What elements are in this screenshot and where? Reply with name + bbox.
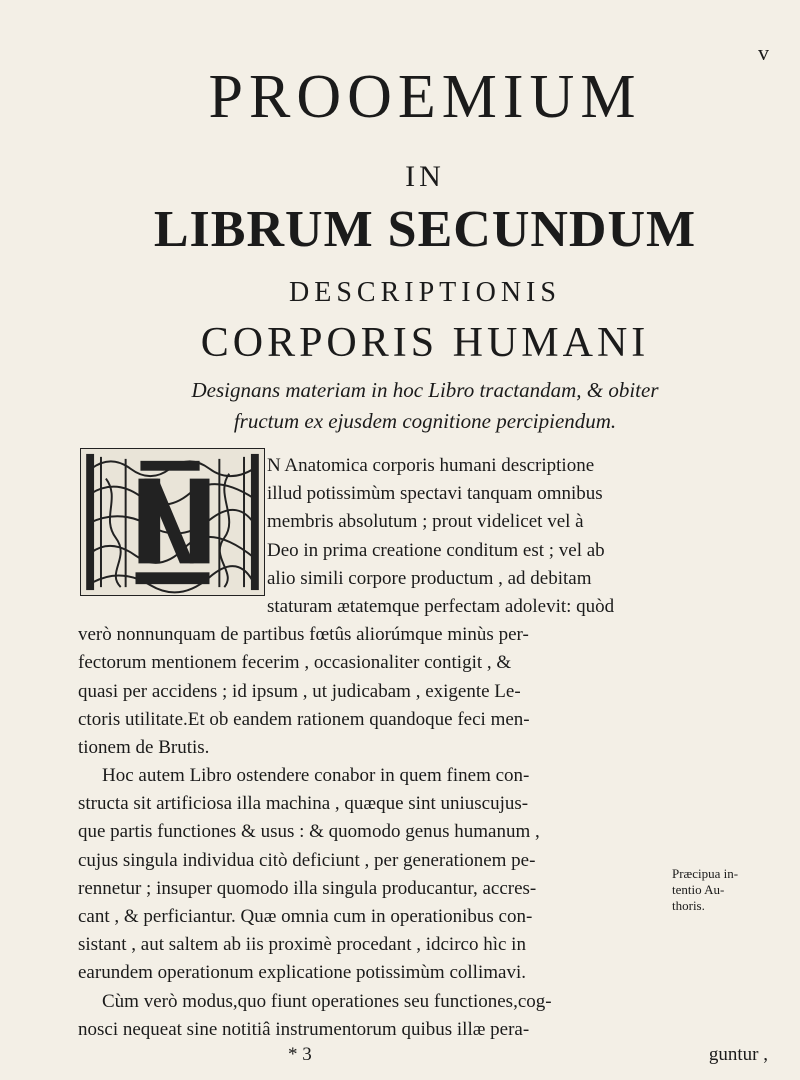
body-line: structa sit artificiosa illa machina , quæque sint uniuscujus- bbox=[78, 793, 529, 815]
body-line: Hoc autem Libro ostendere conabor in quem finem con- bbox=[102, 765, 530, 787]
body-line: staturam ætatemque perfectam adolevit: quòd bbox=[267, 595, 615, 617]
body-line: verò nonnunquam de partibus fœtûs aliorúmque minùs per- bbox=[78, 624, 529, 646]
body-line: cujus singula individua citò deficiunt , per generationem pe- bbox=[78, 849, 536, 871]
signature-mark: v bbox=[758, 40, 769, 65]
body-line: nosci nequeat sine notitiâ instrumentorum quibus illæ pera- bbox=[78, 1018, 530, 1040]
body-line: earundem operationum explicatione potissimùm collimavi. bbox=[78, 962, 526, 984]
margin-note-line: tentio Au- bbox=[672, 882, 725, 897]
body-line: que partis functiones & usus : & quomodo genus humanum , bbox=[78, 821, 540, 843]
body-line: quasi per accidens ; id ipsum , ut judicabam , exigente Le- bbox=[78, 680, 521, 702]
margin-note-line: Præcipua in- bbox=[672, 866, 739, 881]
body-line: illud potissimùm spectavi tanquam omnibus bbox=[267, 483, 603, 505]
body-line: sistant , aut saltem ab iis proximè procedant , idcirco hìc in bbox=[78, 934, 526, 956]
body-line: cant , & perficiantur. Quæ omnia cum in operationibus con- bbox=[78, 906, 533, 927]
title-librum-secundum: LIBRUM SECUNDUM bbox=[153, 201, 697, 258]
margin-note-line: thoris. bbox=[672, 898, 705, 913]
body-line: rennetur ; insuper quomodo illa singula producantur, accres- bbox=[78, 877, 537, 899]
title-prooemium: PROOEMIUM bbox=[208, 63, 642, 131]
body-line: ctoris utilitate.Et ob eandem rationem quandoque feci men- bbox=[78, 708, 530, 730]
body-line: N Anatomica corporis humani descriptione bbox=[267, 455, 595, 476]
body-line: alio simili corpore productum , ad debitam bbox=[267, 567, 592, 589]
signature-mark-bottom: * 3 bbox=[288, 1044, 312, 1065]
title-in: IN bbox=[405, 160, 445, 193]
body-line: Deo in prima creatione conditum est ; vel ab bbox=[267, 539, 605, 561]
title-descriptionis: DESCRIPTIONIS bbox=[289, 277, 561, 308]
body-text bbox=[78, 452, 768, 1044]
body-line: Cùm verò modus,quo fiunt operationes seu functiones,cog- bbox=[102, 990, 552, 1012]
catchword: guntur , bbox=[708, 1044, 768, 1065]
body-line: tionem de Brutis. bbox=[78, 736, 210, 758]
subtitle bbox=[100, 375, 750, 437]
subtitle-line-2: fructum ex ejusdem cognitione percipiendum. bbox=[233, 409, 617, 433]
body-line: membris absolutum ; prout videlicet vel à bbox=[267, 511, 584, 533]
subtitle-line-1: Designans materiam in hoc Libro tractandam, & obiter bbox=[191, 378, 659, 402]
margin-note bbox=[672, 866, 792, 914]
body-line: fectorum mentionem fecerim , occasionaliter contigit , & bbox=[78, 652, 512, 674]
title-corporis-humani: CORPORIS HUMANI bbox=[200, 320, 650, 366]
